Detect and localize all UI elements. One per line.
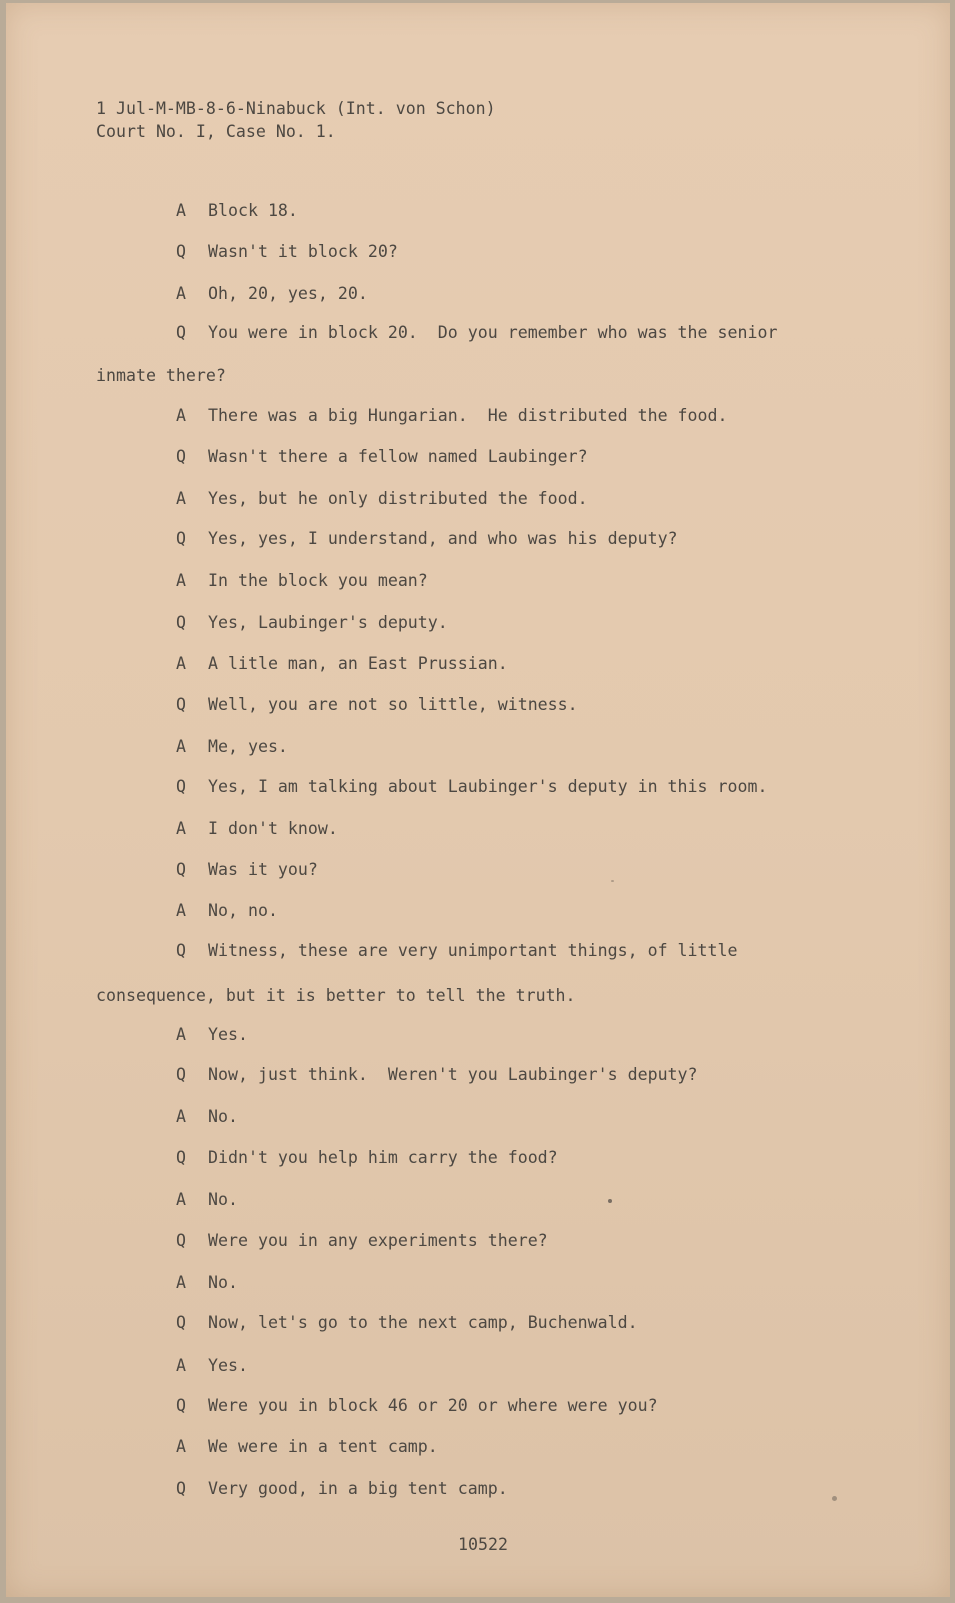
- speaker-label: Q: [176, 941, 186, 960]
- line-text: No.: [208, 1273, 238, 1292]
- transcript-line: [96, 986, 576, 1006]
- line-text: A litle man, an East Prussian.: [208, 654, 508, 673]
- paper-speck: [832, 1496, 837, 1501]
- line-text: Block 18.: [208, 201, 298, 220]
- transcript-line: [176, 406, 728, 426]
- document-page: [6, 3, 950, 1597]
- line-text: No.: [208, 1190, 238, 1209]
- transcript-line: [176, 737, 288, 757]
- line-text: Yes, I am talking about Laubinger's deputy in this room.: [208, 777, 768, 796]
- speaker-label: A: [176, 737, 186, 756]
- line-text: No, no.: [208, 901, 278, 920]
- speaker-label: Q: [176, 1479, 186, 1498]
- line-text: Well, you are not so little, witness.: [208, 695, 578, 714]
- line-text: Were you in any experiments there?: [208, 1231, 548, 1250]
- transcript-line: [176, 242, 398, 262]
- line-text: We were in a tent camp.: [208, 1437, 438, 1456]
- header-court-line: Court No. I, Case No. 1.: [96, 122, 336, 141]
- paper-speck: [608, 1199, 612, 1203]
- line-text: consequence, but it is better to tell the truth.: [96, 986, 576, 1005]
- line-text: Yes.: [208, 1025, 248, 1044]
- line-text: Yes, yes, I understand, and who was his deputy?: [208, 529, 678, 548]
- speaker-label: Q: [176, 1396, 186, 1415]
- document-header: [96, 97, 496, 143]
- transcript-line: [176, 489, 588, 509]
- transcript-line: [176, 1065, 698, 1085]
- speaker-label: Q: [176, 1231, 186, 1250]
- header-reference-line: 1 Jul-M-MB-8-6-Ninabuck (Int. von Schon): [96, 99, 496, 118]
- line-text: There was a big Hungarian. He distributed the food.: [208, 406, 728, 425]
- speaker-label: Q: [176, 323, 186, 342]
- line-text: Were you in block 46 or 20 or where were you?: [208, 1396, 658, 1415]
- transcript-line: [96, 366, 226, 386]
- speaker-label: Q: [176, 529, 186, 548]
- speaker-label: A: [176, 1025, 186, 1044]
- line-text: Was it you?: [208, 860, 318, 879]
- speaker-label: A: [176, 406, 186, 425]
- transcript-line: [176, 1356, 248, 1376]
- transcript-line: [176, 1479, 508, 1499]
- line-text: Very good, in a big tent camp.: [208, 1479, 508, 1498]
- line-text: Yes, Laubinger's deputy.: [208, 613, 448, 632]
- speaker-label: A: [176, 1437, 186, 1456]
- speaker-label: A: [176, 1190, 186, 1209]
- transcript-line: [176, 654, 508, 674]
- paper-speck: [611, 880, 614, 882]
- transcript-line: [176, 1025, 248, 1045]
- transcript-line: [176, 201, 298, 221]
- line-text: I don't know.: [208, 819, 338, 838]
- line-text: Witness, these are very unimportant things, of little: [208, 941, 738, 960]
- speaker-label: A: [176, 571, 186, 590]
- speaker-label: A: [176, 1356, 186, 1375]
- line-text: Didn't you help him carry the food?: [208, 1148, 558, 1167]
- speaker-label: A: [176, 654, 186, 673]
- speaker-label: Q: [176, 1065, 186, 1084]
- speaker-label: Q: [176, 1148, 186, 1167]
- page-number: 10522: [458, 1535, 508, 1554]
- transcript-line: [176, 901, 278, 921]
- line-text: Now, let's go to the next camp, Buchenwald.: [208, 1313, 638, 1332]
- transcript-line: [176, 1273, 238, 1293]
- transcript-line: [176, 1107, 238, 1127]
- line-text: Oh, 20, yes, 20.: [208, 284, 368, 303]
- speaker-label: A: [176, 901, 186, 920]
- line-text: inmate there?: [96, 366, 226, 385]
- transcript-line: [176, 1313, 638, 1333]
- transcript-line: [176, 777, 767, 797]
- line-text: Wasn't there a fellow named Laubinger?: [208, 447, 588, 466]
- transcript-line: [176, 860, 318, 880]
- line-text: Now, just think. Weren't you Laubinger's deputy?: [208, 1065, 698, 1084]
- line-text: You were in block 20. Do you remember who was the senior: [208, 323, 778, 342]
- transcript-line: [176, 284, 368, 304]
- speaker-label: A: [176, 201, 186, 220]
- transcript-line: [176, 1148, 558, 1168]
- transcript-line: [176, 613, 448, 633]
- speaker-label: A: [176, 489, 186, 508]
- transcript-line: [176, 941, 738, 961]
- line-text: In the block you mean?: [208, 571, 428, 590]
- speaker-label: Q: [176, 1313, 186, 1332]
- speaker-label: Q: [176, 613, 186, 632]
- speaker-label: A: [176, 284, 186, 303]
- speaker-label: A: [176, 819, 186, 838]
- transcript-line: [176, 819, 338, 839]
- transcript-line: [176, 447, 588, 467]
- speaker-label: Q: [176, 447, 186, 466]
- line-text: Me, yes.: [208, 737, 288, 756]
- transcript-line: [176, 571, 428, 591]
- speaker-label: Q: [176, 860, 186, 879]
- transcript-line: [176, 1396, 658, 1416]
- transcript-line: [176, 1231, 548, 1251]
- speaker-label: Q: [176, 695, 186, 714]
- transcript-line: [176, 1437, 438, 1457]
- speaker-label: Q: [176, 777, 186, 796]
- speaker-label: A: [176, 1273, 186, 1292]
- line-text: Wasn't it block 20?: [208, 242, 398, 261]
- transcript-line: [176, 529, 678, 549]
- transcript-line: [176, 1190, 238, 1210]
- speaker-label: A: [176, 1107, 186, 1126]
- speaker-label: Q: [176, 242, 186, 261]
- line-text: Yes, but he only distributed the food.: [208, 489, 588, 508]
- line-text: Yes.: [208, 1356, 248, 1375]
- transcript-line: [176, 323, 777, 343]
- transcript-line: [176, 695, 578, 715]
- line-text: No.: [208, 1107, 238, 1126]
